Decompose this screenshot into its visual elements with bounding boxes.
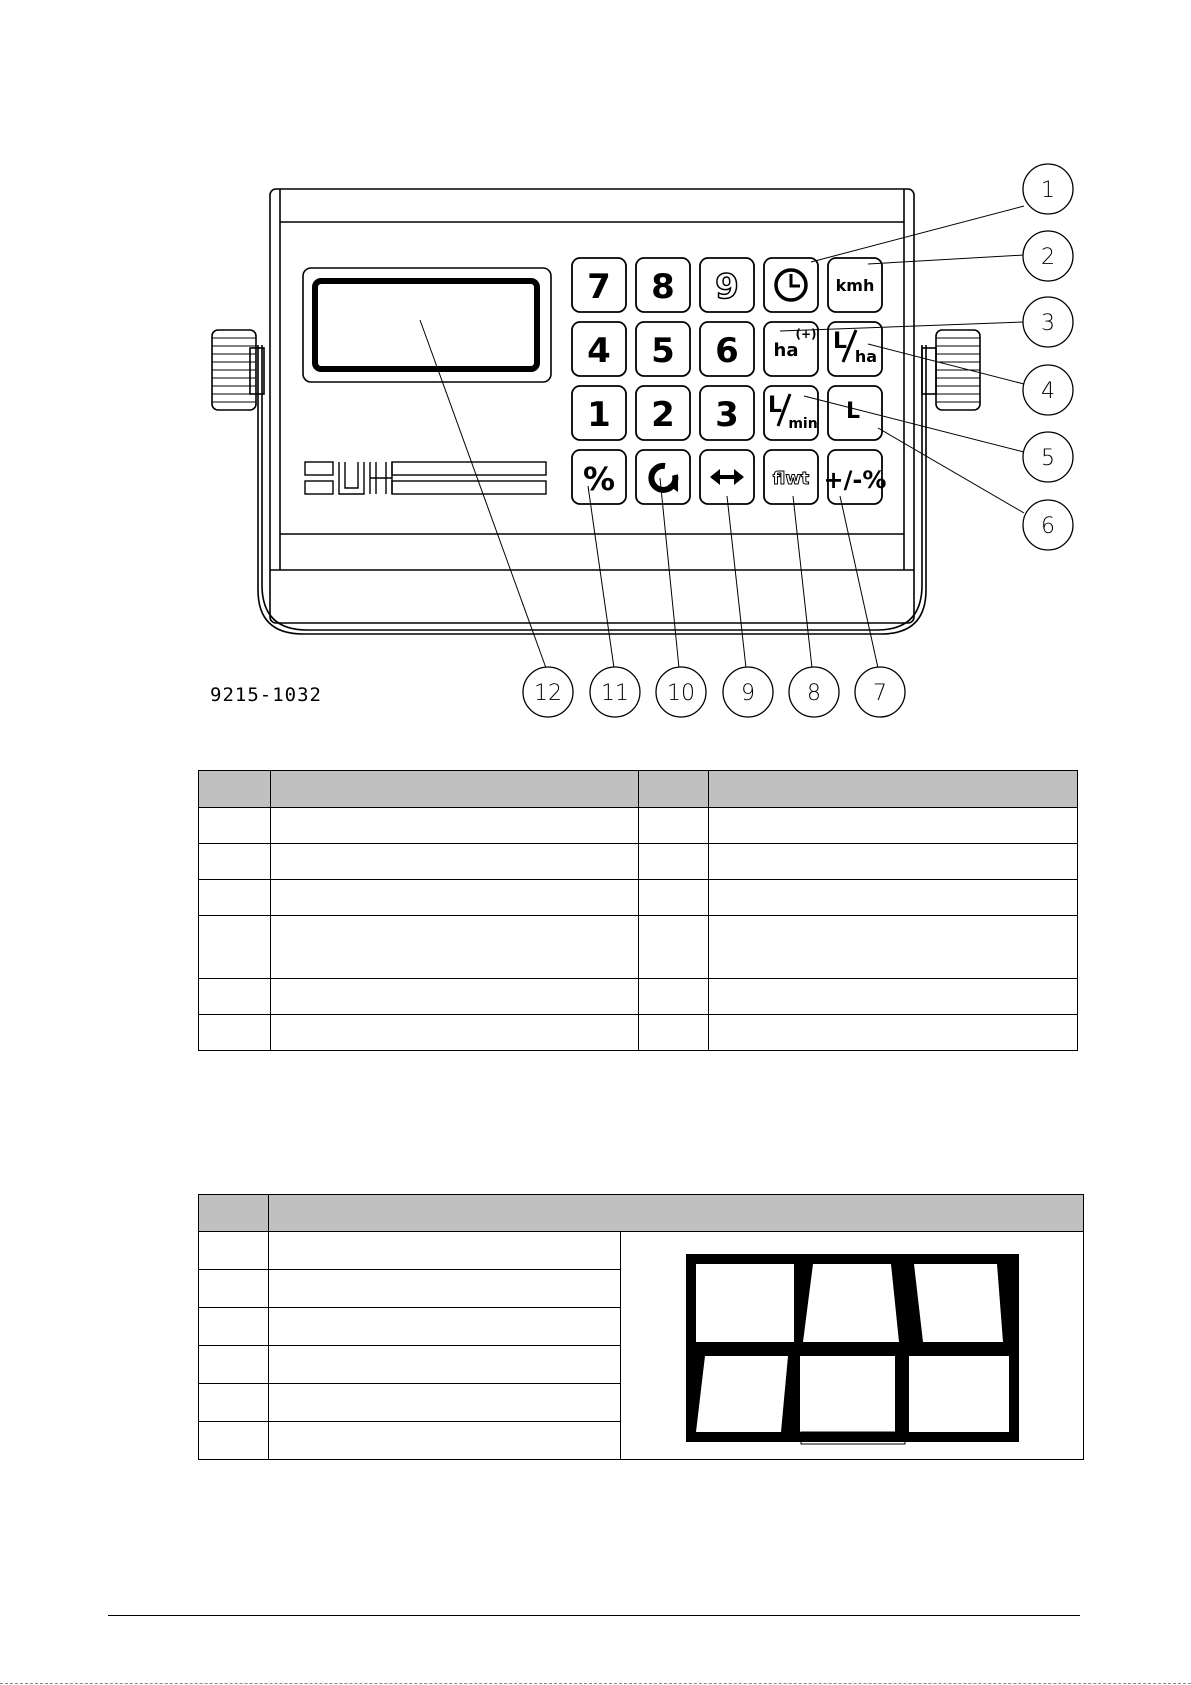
svg-text:5: 5 bbox=[651, 331, 675, 371]
callout-2 bbox=[1023, 231, 1073, 281]
key-2 bbox=[636, 386, 690, 440]
table-row bbox=[199, 916, 1078, 979]
table-cell bbox=[639, 880, 709, 916]
key-l-per-min bbox=[764, 386, 818, 440]
table-cell bbox=[199, 1384, 269, 1422]
svg-text:L: L bbox=[767, 393, 783, 418]
table-row bbox=[199, 1232, 1084, 1270]
page-edge-rule bbox=[0, 1683, 1191, 1684]
table-cell bbox=[709, 916, 1078, 979]
display-table bbox=[198, 1194, 1084, 1460]
console-diagram bbox=[0, 0, 1191, 760]
key-5 bbox=[636, 322, 690, 376]
svg-text:kmh: kmh bbox=[835, 276, 875, 295]
svg-text:3: 3 bbox=[1041, 311, 1055, 336]
callout-4 bbox=[1023, 365, 1073, 415]
svg-text:3: 3 bbox=[715, 395, 739, 435]
table-cell bbox=[199, 1232, 269, 1270]
svg-text:ha: ha bbox=[773, 340, 799, 361]
key-clock bbox=[764, 258, 818, 312]
header-cell bbox=[271, 771, 639, 808]
table-cell bbox=[268, 1232, 620, 1270]
display-window bbox=[315, 281, 537, 369]
table-cell bbox=[199, 979, 271, 1015]
header-cell bbox=[199, 771, 271, 808]
segment-display-cell bbox=[621, 1232, 1084, 1460]
svg-text:4: 4 bbox=[1041, 379, 1055, 404]
callout-3 bbox=[1023, 297, 1073, 347]
svg-text:min: min bbox=[788, 416, 818, 432]
key-plus-minus-percent bbox=[824, 450, 887, 504]
svg-text:%: % bbox=[582, 460, 616, 498]
key-3 bbox=[700, 386, 754, 440]
table-row bbox=[199, 844, 1078, 880]
table-cell bbox=[268, 1384, 620, 1422]
svg-text:flwt: flwt bbox=[772, 469, 810, 489]
svg-text:+/-%: +/-% bbox=[823, 466, 887, 494]
callout-6 bbox=[1023, 500, 1073, 550]
table-cell bbox=[199, 880, 271, 916]
svg-text:L: L bbox=[832, 329, 848, 354]
svg-text:4: 4 bbox=[587, 331, 611, 371]
header-cell bbox=[268, 1195, 1083, 1232]
table-cell bbox=[268, 1422, 620, 1460]
key-4 bbox=[572, 322, 626, 376]
table-header-row bbox=[199, 1195, 1084, 1232]
table-cell bbox=[271, 844, 639, 880]
table-cell bbox=[271, 808, 639, 844]
table-cell bbox=[268, 1308, 620, 1346]
svg-text:2: 2 bbox=[651, 395, 675, 435]
svg-text:2: 2 bbox=[1041, 245, 1055, 270]
table-cell bbox=[199, 1422, 269, 1460]
svg-text:7: 7 bbox=[873, 681, 887, 706]
svg-text:12: 12 bbox=[534, 681, 562, 706]
key-flwt bbox=[764, 450, 818, 504]
svg-text:8: 8 bbox=[807, 681, 821, 706]
svg-text:6: 6 bbox=[715, 331, 739, 371]
key-7 bbox=[572, 258, 626, 312]
key-double-arrow bbox=[700, 450, 754, 504]
key-6 bbox=[700, 322, 754, 376]
callout-1 bbox=[1023, 164, 1073, 214]
svg-text:9: 9 bbox=[741, 681, 755, 706]
table-cell bbox=[709, 844, 1078, 880]
table-cell bbox=[271, 880, 639, 916]
svg-text:11: 11 bbox=[601, 681, 629, 706]
display-bezel bbox=[303, 268, 551, 382]
table-cell bbox=[271, 1015, 639, 1051]
keypad bbox=[572, 258, 886, 504]
table-cell bbox=[199, 916, 271, 979]
key-cycle bbox=[636, 450, 690, 504]
svg-text:1: 1 bbox=[587, 395, 611, 435]
table-cell bbox=[199, 844, 271, 880]
key-l-per-ha bbox=[828, 322, 882, 376]
table-cell bbox=[709, 1015, 1078, 1051]
table-cell bbox=[199, 1346, 269, 1384]
callout-10 bbox=[656, 667, 706, 717]
table-cell bbox=[199, 1015, 271, 1051]
table-cell bbox=[639, 844, 709, 880]
table-cell bbox=[709, 880, 1078, 916]
callout-12 bbox=[523, 667, 573, 717]
table-cell bbox=[639, 979, 709, 1015]
table-row bbox=[199, 880, 1078, 916]
header-cell bbox=[709, 771, 1078, 808]
svg-text:(+): (+) bbox=[795, 327, 817, 341]
svg-text:7: 7 bbox=[587, 267, 611, 307]
key-1 bbox=[572, 386, 626, 440]
callout-9 bbox=[723, 667, 773, 717]
header-cell bbox=[639, 771, 709, 808]
table-header-row bbox=[199, 771, 1078, 808]
callout-7 bbox=[855, 667, 905, 717]
header-cell bbox=[199, 1195, 269, 1232]
key-9 bbox=[700, 258, 754, 312]
table-row bbox=[199, 1015, 1078, 1051]
table-cell bbox=[709, 808, 1078, 844]
table-cell bbox=[639, 916, 709, 979]
table-cell bbox=[199, 808, 271, 844]
brand-logo bbox=[305, 462, 546, 494]
drawing-code: 9215-1032 bbox=[210, 684, 322, 706]
footer-rule bbox=[108, 1615, 1080, 1616]
key-kmh bbox=[828, 258, 882, 312]
table-cell bbox=[199, 1308, 269, 1346]
svg-text:L: L bbox=[845, 399, 861, 424]
svg-text:5: 5 bbox=[1041, 446, 1055, 471]
svg-text:10: 10 bbox=[667, 681, 695, 706]
table-cell bbox=[639, 1015, 709, 1051]
svg-text:ha: ha bbox=[854, 347, 878, 366]
table-cell bbox=[268, 1270, 620, 1308]
table-row bbox=[199, 808, 1078, 844]
table-cell bbox=[268, 1346, 620, 1384]
svg-text:1: 1 bbox=[1041, 178, 1055, 203]
svg-text:6: 6 bbox=[1041, 514, 1055, 539]
table-row bbox=[199, 979, 1078, 1015]
key-percent bbox=[572, 450, 626, 504]
segment-display-figure bbox=[629, 1232, 1075, 1454]
table-cell bbox=[639, 808, 709, 844]
key-8 bbox=[636, 258, 690, 312]
callout-5 bbox=[1023, 432, 1073, 482]
table-cell bbox=[271, 979, 639, 1015]
table-cell bbox=[199, 1270, 269, 1308]
callout-8 bbox=[789, 667, 839, 717]
svg-text:8: 8 bbox=[651, 267, 675, 307]
svg-text:9: 9 bbox=[715, 267, 739, 307]
key-l bbox=[828, 386, 882, 440]
keys-table bbox=[198, 770, 1078, 1051]
table-cell bbox=[271, 916, 639, 979]
callout-11 bbox=[590, 667, 640, 717]
table-cell bbox=[709, 979, 1078, 1015]
